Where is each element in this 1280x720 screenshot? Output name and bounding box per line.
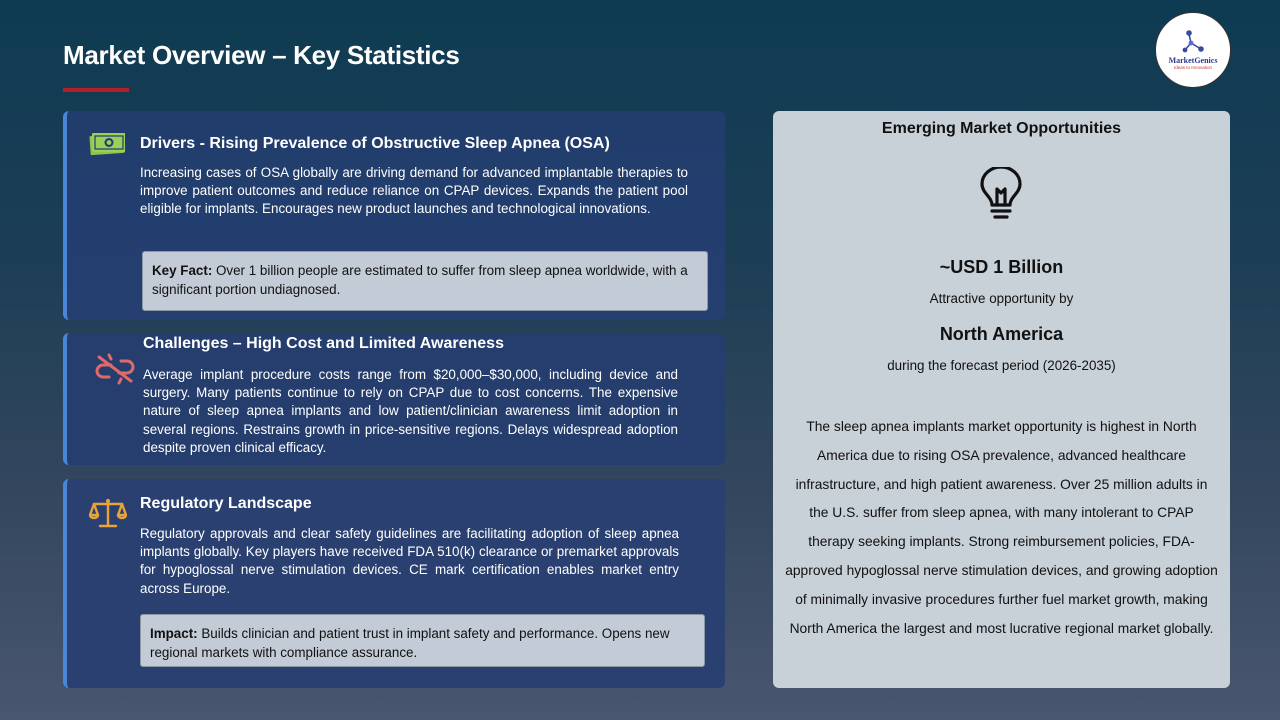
title-underline [63, 88, 129, 92]
network-logo-icon [1181, 29, 1205, 55]
money-icon [89, 131, 125, 157]
opportunity-panel [773, 111, 1230, 688]
regulatory-card [63, 479, 725, 688]
challenges-title: Challenges – High Cost and Limited Awareness [143, 335, 504, 352]
challenges-body: Average implant procedure costs range from $20,000–$30,000, including device and surgery. Many patients continue to rely on CPAP due to cost concerns. The expensive nature of sleep apnea implants and low patient/clinician awareness limit adoption in several regions. Restrains growth in price-sensitive regions. Delays widespread adoption despite proven clinical efficacy. [143, 367, 678, 455]
opportunity-region: North America [939, 324, 1064, 344]
key-fact-box [142, 251, 708, 311]
impact-box [140, 614, 705, 667]
page-title: Market Overview – Key Statistics [63, 40, 460, 70]
key-fact-text: Over 1 billion people are estimated to suffer from sleep apnea worldwide, with a significant portion undiagnosed. [152, 263, 688, 297]
opportunity-subtext: Attractive opportunity by [929, 291, 1074, 306]
opportunity-description: The sleep apnea implants market opportunity is highest in North America due to rising OSA prevalence, advanced healthcare infrastructure, and high patient awareness. Over 25 million adults in the U.S. suffer from sleep apnea, with many intolerant to CPAP therapy seeking implants. Strong reimbursement policies, FDA-approved hypoglossal nerve stimulation devices, and growing adoption of minimally invasive procedures further fuel market growth, making North America the largest and most lucrative regional market globally. [785, 419, 1218, 636]
logo-tagline: Ideas to Innovation [1173, 65, 1213, 71]
impact-label: Impact: [150, 626, 198, 641]
impact-text: Builds clinician and patient trust in implant safety and performance. Opens new regional markets with compliance assurance. [150, 626, 670, 660]
drivers-body: Increasing cases of OSA globally are driving demand for advanced implantable therapies to improve patient outcomes and reduce reliance on CPAP devices. Expands the patient pool eligible for implants. Encourages new product launches and technological innovations. [140, 165, 688, 217]
scales-icon [89, 497, 127, 529]
forecast-period: during the forecast period (2026-2035) [887, 358, 1116, 373]
lightbulb-icon [978, 167, 1024, 223]
opportunity-value: ~USD 1 Billion [939, 257, 1064, 277]
drivers-title: Drivers - Rising Prevalence of Obstructive Sleep Apnea (OSA) [140, 135, 610, 152]
key-fact-label: Key Fact: [152, 263, 213, 278]
logo-name: MarketGenics [1168, 56, 1218, 66]
broken-link-icon [95, 353, 135, 385]
drivers-card [63, 111, 725, 320]
company-logo [1155, 12, 1231, 88]
regulatory-title: Regulatory Landscape [140, 495, 312, 512]
regulatory-body: Regulatory approvals and clear safety guidelines are facilitating adoption of sleep apnea implants globally. Key players have received FDA 510(k) clearance or premarket approvals for hypoglossal nerve stimulation devices. CE mark certification enables market entry across Europe. [140, 526, 679, 596]
opportunity-heading: Emerging Market Opportunities [881, 120, 1122, 137]
challenges-card [63, 333, 725, 465]
